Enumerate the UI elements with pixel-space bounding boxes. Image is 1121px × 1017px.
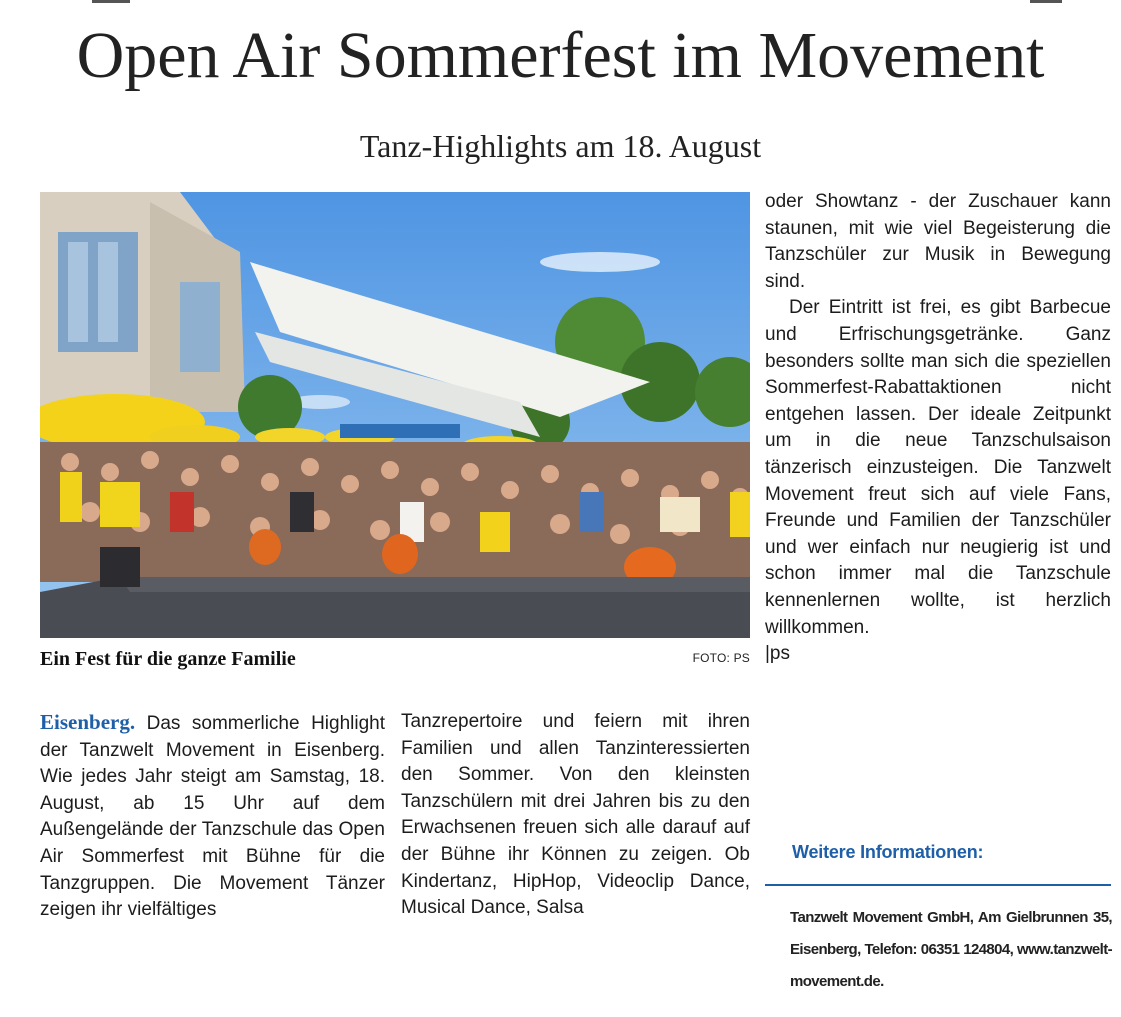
text-column-2 bbox=[401, 709, 750, 922]
headline: Open Air Sommerfest im Movement bbox=[76, 19, 1045, 92]
photo-credit: FOTO: PS bbox=[692, 651, 750, 665]
author-signature: |ps bbox=[765, 643, 791, 665]
col3-paragraph-1: oder Showtanz - der Zuschauer kann staunen, mit wie viel Begeisterung die Tanzschüler zur Musik in Bewegung sind. bbox=[765, 191, 1111, 292]
info-contact: Tanzwelt Movement GmbH, Am Gielbrunnen 35, Eisenberg, Telefon: 06351 124804, www.tanzwelt-movement.de. bbox=[790, 909, 1112, 990]
info-divider bbox=[765, 884, 1111, 886]
col1-text: Das sommerliche Highlight der Tanzwelt Movement in Eisenberg. Wie jedes Jahr steigt am Samstag, 18. August, ab 15 Uhr auf dem Außengelände der Tanzschule das Open Air Sommerfest mit Bühne für die Tanzgruppen. Die Movement Tänzer zeigen ihr vielfältiges bbox=[40, 713, 385, 921]
col2-text: Tanzrepertoire und feiern mit ihren Familien und allen Tanzinteressierten den Sommer. Von den kleinsten Tanzschülern mit drei Jahren bis zu den Erwachsenen freuen sich alle darauf auf der Bühne ihr Können zu zeigen. Ob Kindertanz, HipHop, Videoclip Dance, Musical Dance, Salsa bbox=[401, 711, 750, 919]
top-rule bbox=[0, 0, 1121, 6]
info-heading: Weitere Informationen: bbox=[792, 842, 984, 862]
text-column-3 bbox=[765, 189, 1111, 668]
dateline: Eisenberg. bbox=[40, 710, 136, 734]
page-marker-right bbox=[1030, 0, 1062, 3]
subheadline: Tanz-Highlights am 18. August bbox=[359, 128, 762, 164]
text-column-1 bbox=[40, 709, 385, 924]
photo-caption bbox=[40, 645, 750, 675]
col3-paragraph-2: Der Eintritt ist frei, es gibt Barbecue und Erfrischungsgetränke. Ganz besonders sollte man sich die speziellen Sommerfest-Rabattaktionen nicht entgehen lassen. Der ideale Zeitpunkt um in die neue Tanzschulsaison tänzerisch einzusteigen. Die Tanzwelt Movement freut sich auf viele Fans, Freunde und Familien der Tanzschüler und wer einfach nur neugierig ist und schon immer mal die Tanzschule kennenlernen wollte, ist herzlich willkommen. bbox=[765, 297, 1111, 638]
body-paragraph-1 bbox=[40, 709, 385, 924]
page-marker-left bbox=[92, 0, 130, 3]
event-photo bbox=[40, 192, 750, 638]
caption-text: Ein Fest für die ganze Familie bbox=[40, 648, 296, 670]
